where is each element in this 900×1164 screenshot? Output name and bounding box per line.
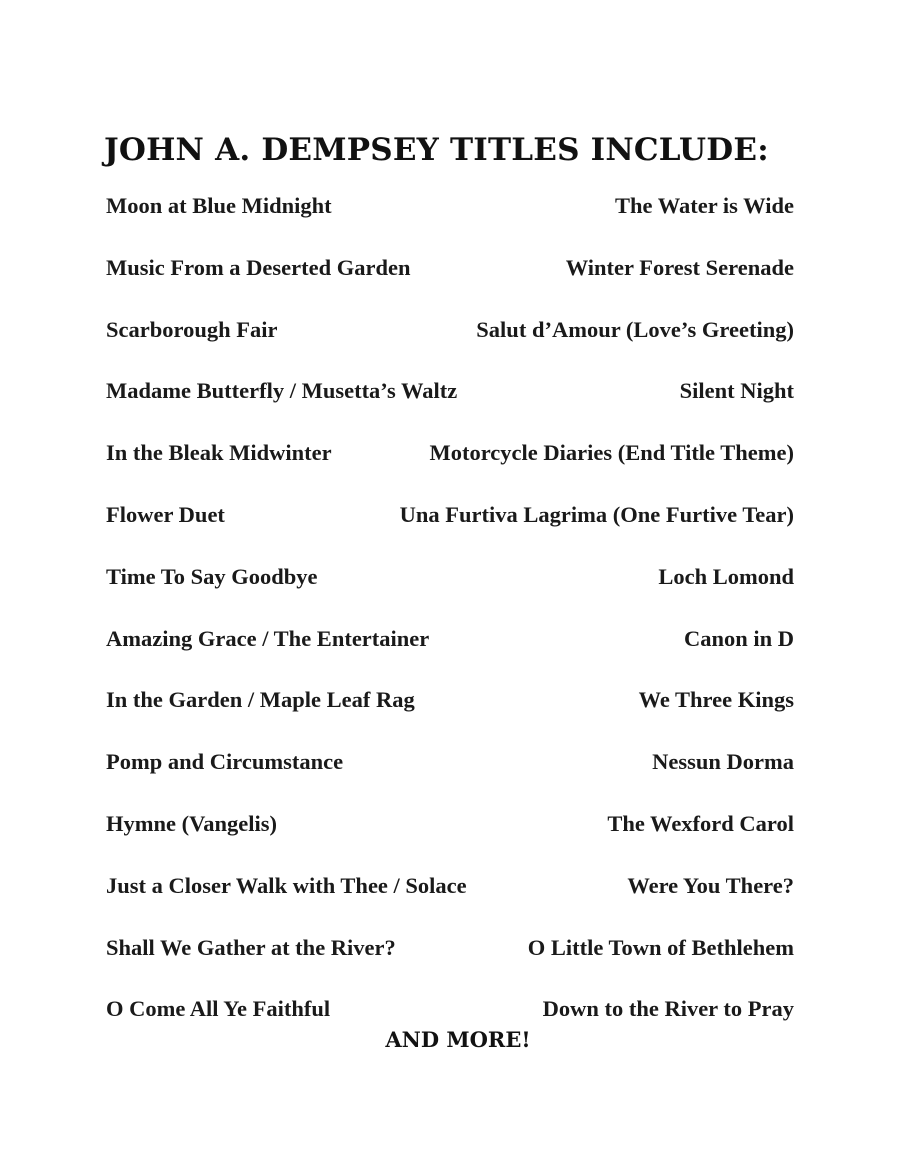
title-right: Motorcycle Diaries (End Title Theme) [429, 440, 794, 466]
title-left: Hymne (Vangelis) [106, 810, 278, 836]
title-row [106, 928, 794, 990]
and-more-text: AND MORE! [385, 1027, 531, 1052]
title-right: Silent Night [679, 378, 794, 404]
title-right: Canon in D [683, 625, 794, 651]
title-left: Amazing Grace / The Entertainer [106, 625, 430, 651]
title-row [106, 619, 794, 681]
title-left: Just a Closer Walk with Thee / Solace [106, 872, 467, 898]
title-row [106, 557, 794, 619]
title-right: The Water is Wide [615, 193, 794, 218]
title-row [106, 804, 794, 866]
page-title: JOHN A. DEMPSEY TITLES INCLUDE: [104, 131, 769, 168]
title-row [106, 866, 794, 928]
title-left: In the Bleak Midwinter [106, 440, 332, 466]
title-row [106, 310, 794, 372]
title-row [106, 742, 794, 804]
title-right: O Little Town of Bethlehem [527, 934, 794, 960]
title-right: Were You There? [627, 872, 794, 898]
title-right: We Three Kings [638, 687, 794, 713]
title-right: Winter Forest Serenade [565, 254, 794, 280]
title-right: Loch Lomond [658, 563, 794, 589]
title-right: The Wexford Carol [607, 810, 794, 836]
title-row [106, 433, 794, 495]
title-left: Moon at Blue Midnight [106, 193, 332, 218]
title-left: Madame Butterfly / Musetta’s Waltz [106, 378, 458, 404]
title-row [106, 495, 794, 557]
title-row [106, 680, 794, 742]
title-left: Time To Say Goodbye [106, 563, 318, 589]
title-left: Scarborough Fair [106, 316, 278, 342]
title-row [106, 248, 794, 310]
title-left: In the Garden / Maple Leaf Rag [106, 687, 415, 713]
title-left: Shall We Gather at the River? [106, 934, 396, 960]
title-left: Music From a Deserted Garden [106, 254, 411, 280]
title-right: Salut d’Amour (Love’s Greeting) [476, 316, 794, 342]
title-right: Down to the River to Pray [542, 996, 794, 1022]
title-row [106, 186, 794, 248]
title-right: Una Furtiva Lagrima (One Furtive Tear) [399, 501, 794, 527]
title-left: Flower Duet [106, 501, 225, 527]
title-right: Nessun Dorma [652, 749, 794, 775]
titles-list [106, 186, 794, 1051]
title-row [106, 371, 794, 433]
title-left: Pomp and Circumstance [106, 749, 344, 775]
title-left: O Come All Ye Faithful [106, 996, 331, 1022]
